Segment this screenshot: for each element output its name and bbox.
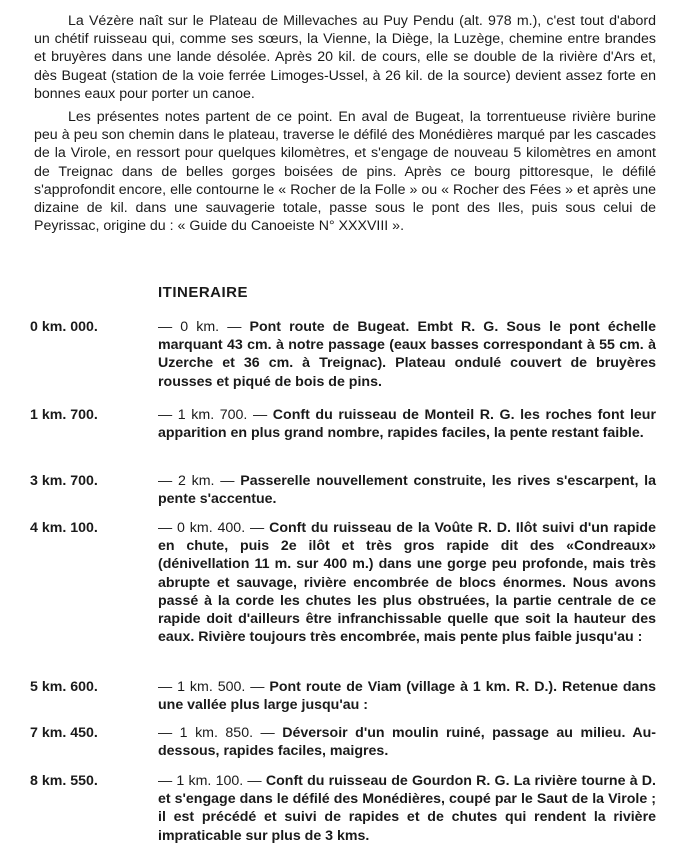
entry-distance: — 1 km. 850. — bbox=[158, 725, 275, 741]
entry-distance: — 0 km. — bbox=[158, 319, 242, 335]
entry-distance: — 1 km. 100. — bbox=[158, 773, 262, 789]
entry-description bbox=[158, 678, 656, 714]
entry-text: Conft du ruisseau de la Voûte R. D. Ilôt suivi d'un rapide en chute, puis 2e ilôt et très gros rapide dit des «Condreaux» (dénivellation 11 m. sur 400 m.) dans une gorge peu profonde, mais très abrupte et sauvage, rivière encombrée de blocs énormes. Nous avons passé à la corde les chutes les plus obstruées, la partie centrale de ce rapide doit d'ailleurs être infranchissable quelle que soit la hauteur des eaux. Rivière toujours très encombrée, mais pente plus faible jusqu'au : bbox=[158, 520, 656, 646]
entry-distance: — 1 km. 500. — bbox=[158, 679, 265, 695]
entry-kilometer: 1 km. 700. bbox=[30, 407, 98, 423]
entry-distance: — 0 km. 400. — bbox=[158, 520, 265, 536]
entry-description bbox=[158, 772, 656, 845]
entry-description bbox=[158, 724, 656, 760]
entry-text: Conft du ruisseau de Gourdon R. G. La rivière tourne à D. et s'engage dans le défilé des Monédières, coupé par le Saut de la Virole ; il est précédé et suivi de rapides et de chutes qui rendent la rivière impraticable sur plus de 3 kms. bbox=[158, 773, 656, 844]
itinerary-heading: ITINERAIRE bbox=[158, 284, 249, 301]
entry-kilometer: 5 km. 600. bbox=[30, 679, 98, 695]
entry-kilometer: 0 km. 000. bbox=[30, 319, 98, 335]
intro-paragraph-1: La Vézère naît sur le Plateau de Millevaches au Puy Pendu (alt. 978 m.), c'est tout d'abord un chétif ruisseau qui, comme ses sœurs, la Vienne, la Diège, la Luzège, chemine entre brandes et bruyères dans une lande désolée. Après 20 kil. de cours, elle se double de la rivière d'Ars et, dès Bugeat (station de la voie ferrée Limoges-Ussel, à 26 kil. de la source) devient assez forte en bonnes eaux pour porter un canoe. bbox=[34, 13, 656, 102]
entry-text: Conft du ruisseau de Monteil R. G. les roches font leur apparition en plus grand nombre, rapides faciles, la pente restant faible. bbox=[158, 407, 656, 442]
entry-kilometer: 3 km. 700. bbox=[30, 473, 98, 489]
entry-description bbox=[158, 472, 656, 508]
entry-description bbox=[158, 406, 656, 442]
intro-paragraph-2: Les présentes notes partent de ce point. En aval de Bugeat, la torrentueuse rivière burine peu à peu son chemin dans le plateau, traverse le défilé des Monédières marqué par les cascades de la Virole, en ressort pour quelques kilomètres, et s'engage de nouveau 5 kilomètres en amont de Treignac dans de belles gorges boisées de pins. Après ce bourg pittoresque, le défilé s'approfondit encore, elle contourne le « Rocher de la Folle » ou « Rocher des Fées » et après une dizaine de kil. dans une sauvagerie totale, passe sous le pont des Iles, puis sous celui de Peyrissac, origine du : « Guide du Canoeiste N° XXXVIII ». bbox=[34, 109, 656, 235]
entry-text: Pont route de Viam (village à 1 km. R. D.). Retenue dans une vallée plus large jusqu'au : bbox=[158, 679, 656, 714]
entry-description bbox=[158, 318, 656, 391]
entry-text: Passerelle nouvellement construite, les rives s'escarpent, la pente s'accentue. bbox=[158, 473, 656, 508]
entry-distance: — 1 km. 700. — bbox=[158, 407, 268, 423]
entry-kilometer: 4 km. 100. bbox=[30, 520, 98, 536]
entry-text: Pont route de Bugeat. Embt R. G. Sous le pont échelle marquant 43 cm. à notre passage (eaux basses correspondant à 55 cm. à Uzerche et 36 cm. à Treignac). Plateau ondulé couvert de bruyères rousses et piqué de bois de pins. bbox=[158, 319, 656, 390]
entry-kilometer: 8 km. 550. bbox=[30, 773, 98, 789]
entry-text: Déversoir d'un moulin ruiné, passage au milieu. Au-dessous, rapides faciles, maigres. bbox=[158, 725, 656, 760]
entry-kilometer: 7 km. 450. bbox=[30, 725, 98, 741]
entry-distance: — 2 km. — bbox=[158, 473, 235, 489]
entry-description bbox=[158, 519, 656, 646]
